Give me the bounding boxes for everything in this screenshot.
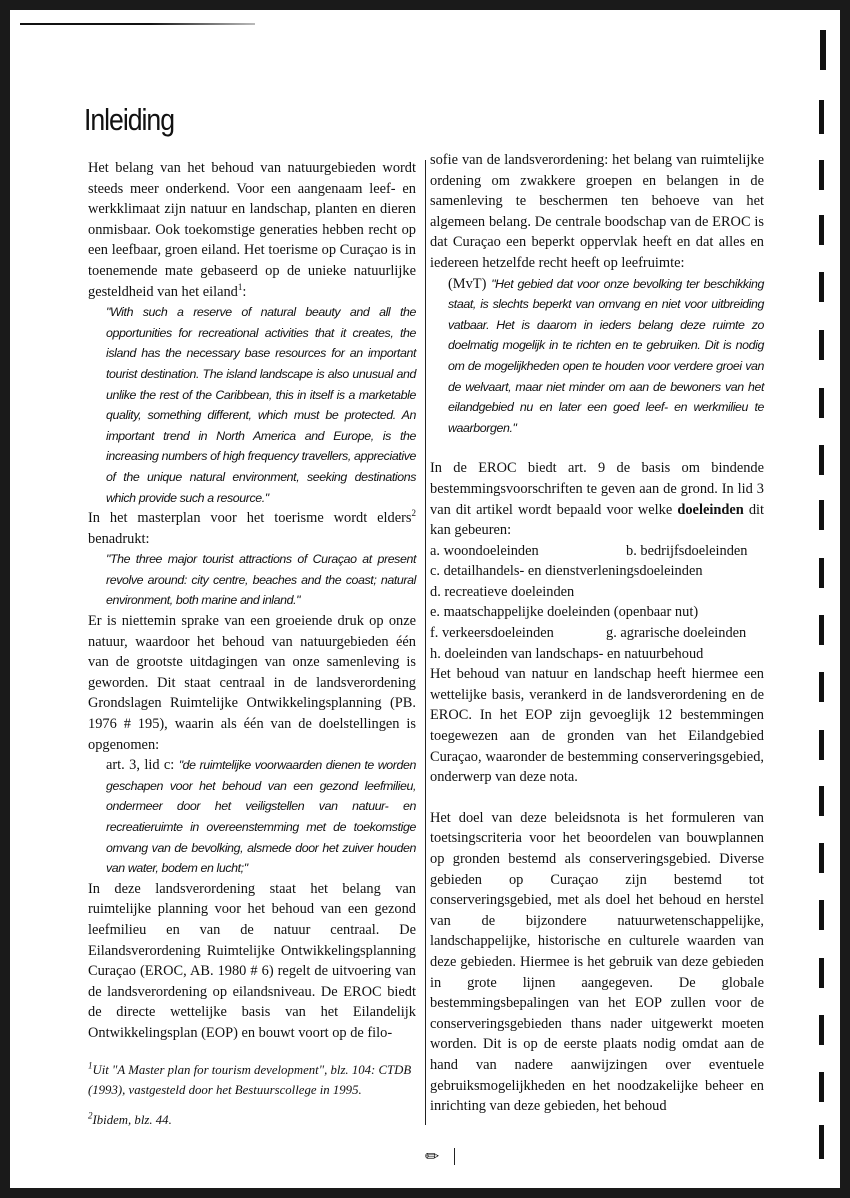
column-divider <box>425 160 426 1125</box>
footnote-2 <box>88 1110 418 1130</box>
left-column <box>88 158 416 1044</box>
pencil-icon: ✏ <box>425 1147 440 1167</box>
binding-mark <box>819 958 824 988</box>
page-title: Inleiding <box>84 102 175 137</box>
binding-mark <box>819 500 824 530</box>
binding-mark <box>819 843 824 873</box>
list-item-d: d. recreatieve doeleinden <box>430 583 575 600</box>
binding-mark <box>819 445 824 475</box>
tourism-quote: "With such a reserve of natural beauty and all the opportunities for recreational activities that it creates, the island has the necessary base resources for an important tourist destination. The island landscape is also unusual and unlike the rest of the Caribbean, this in itself is a marketable quality, something different, which must be protected. An important trend in North America and Europe, is the increasing numbers of high frequency travellers, appreciative of the unique natural environment, seeking destinations which provide such a resource." <box>106 305 416 505</box>
binding-mark <box>820 30 826 70</box>
eroc-paragraph: In deze landsverordening staat het belang van ruimtelijke planning voor het behoud van een gezond leefmilieu en van de natuur centraal. De Eilandsverordening Ruimtelijke Ontwikkelingsplanning Curaçao (EROC, AB. 1980 # 6) regelt de uitvoering van de landsverordening op eilandsniveau. De EROC biedt de directe wettelijke basis van het Eilandelijk Ontwikkelingsplan (EOP) en bouwt voort op de filo- <box>88 880 416 1041</box>
footnotes <box>88 1060 418 1140</box>
list-item-f: f. verkeersdoeleinden <box>430 625 554 642</box>
article9-text: In de EROC biedt art. 9 de basis om bindende bestemmingsvoorschriften te geven aan de grond. In lid 3 van dit artikel wordt bepaald voor welke <box>430 460 764 518</box>
document-page <box>10 10 840 1188</box>
mvt-quote <box>430 274 764 439</box>
footnote-ref-1: 1 <box>237 281 243 292</box>
purpose-paragraph: Het doel van deze beleidsnota is het formuleren van toetsingscriteria voor het beoordelen van bouwplannen op gronden bestemd als conserveringsgebied. Diverse gebieden op Curaçao zijn bestemd tot conserveringsgebied, met als doel het behoud en herstel van de bijzondere natuurwetenschappelijke, landschappelijke, historische en culturele waarden van deze gebieden. Hiermee is het gebruik van deze gebieden in grote lijnen aangegeven. De globale bestemmingsbepalingen van het EOP zullen voor de conserveringsgebieden thans nader uitgewerkt moeten worden. Dit is op de eerste plaats nodig omdat aan de hand van nadere aanwijzingen over eventuele gebruiksmogelijkheden en het noodzakelijke beheer en inrichting van deze gebieden, het behoud <box>430 809 764 1115</box>
spacer <box>430 788 764 808</box>
list-item <box>430 541 764 562</box>
footnote-ref-2: 2 <box>411 508 416 519</box>
article9-paragraph <box>430 458 764 540</box>
pressure-paragraph: Er is niettemin sprake van een groeiende druk op onze natuur, waardoor het behoud van natuurgebieden één van de grootste uitdagingen van onze samenleving is geworden. Dit staat centraal in de landsverordening Grondslagen Ruimtelijke Ontwikkelingsplanning (PB. 1976 # 195), waarin als één van de doelstellingen is opgenomen: <box>88 613 416 753</box>
binding-mark <box>819 215 824 245</box>
doeleinden-emphasis: doeleinden <box>677 501 744 518</box>
purposes-list <box>430 541 764 665</box>
article-text: "de ruimtelijke voorwaarden dienen te worden geschapen voor het behoud van een gezond leefmilieu, ondermeer door het veiligstellen van natuur- en recreatieruimte in overeenstemming met de toekomstige omvang van de bevolking, alsmede door het zuiver houden van water, bodem en lucht;" <box>106 758 416 876</box>
footnote-1 <box>88 1060 418 1100</box>
binding-mark <box>819 786 824 816</box>
list-item-b: b. bedrijfsdoeleinden <box>626 542 748 559</box>
spacer <box>430 438 764 458</box>
top-rule <box>20 23 255 25</box>
binding-mark <box>819 160 824 190</box>
masterplan-paragraph <box>88 508 416 549</box>
binding-mark <box>819 330 824 360</box>
article-label: art. 3, lid c: <box>106 757 179 774</box>
list-item-c: c. detailhandels- en dienstverleningsdoeleinden <box>430 563 703 580</box>
mvt-text: "Het gebied dat voor onze bevolking ter beschikking staat, is slechts beperkt van omvang en niet voor uitbreiding vatbaar. Het is daarom in ieders belang deze ruimte zo doelmatig mogelijk in te richten en te gebruiken. Dit is nodig om de mogelijkheden open te houden voor verdere groei van de welvaart, maar niet minder om aan de bewoners van het eilandgebied nu en later een goed leef- en werkmilieu te waarborgen." <box>448 276 765 435</box>
intro-text-end: : <box>242 283 247 300</box>
binding-mark <box>819 100 824 134</box>
list-item-a: a. woondoeleinden <box>430 542 539 559</box>
binding-mark <box>819 1125 824 1159</box>
binding-mark <box>819 730 824 760</box>
binding-mark <box>819 1015 824 1045</box>
binding-mark <box>819 672 824 702</box>
footnote-2-text: Ibidem, blz. 44. <box>92 1113 172 1127</box>
list-item <box>430 623 764 644</box>
list-item-g: g. agrarische doeleinden <box>606 625 747 642</box>
footnote-2-number: 2 <box>88 1110 93 1121</box>
binding-mark <box>819 1072 824 1102</box>
binding-mark <box>819 272 824 302</box>
masterplan-text-end: benadrukt: <box>88 530 150 547</box>
list-item-h: h. doeleinden van landschaps- en natuurbehoud <box>430 645 704 662</box>
article9-text-end: dit kan gebeuren: <box>430 501 765 539</box>
footnote-1-number: 1 <box>88 1060 93 1071</box>
intro-text: Het belang van het behoud van natuurgebieden wordt steeds meer onderkend. Voor een aangenaam leef- en werkklimaat zijn natuur en landschap, planten en dieren onmisbaar. Ook toekomstige generaties hebben recht op een leefbaar, groen eiland. Het toerisme op Curaçao is in toenemende mate gebaseerd op de unieke natuurlijke gesteldheid van het eiland <box>88 160 416 300</box>
page-marker-bar <box>454 1148 455 1165</box>
article-quote <box>88 755 416 879</box>
right-column <box>430 150 764 1117</box>
attractions-quote: "The three major tourist attractions of Curaçao at present revolve around: city centre, beaches and the coast; natural environment, both marine and inland." <box>106 552 416 608</box>
binding-mark <box>819 558 824 588</box>
footnote-1-text: Uit "A Master plan for tourism development", blz. 104: CTDB (1993), vastgesteld door het Bestuurscollege in 1995. <box>88 1063 412 1097</box>
mvt-label: (MvT) <box>448 275 492 292</box>
masterplan-text: In het masterplan voor het toerisme wordt elders <box>88 510 412 527</box>
binding-mark <box>819 615 824 645</box>
legal-basis-paragraph: Het behoud van natuur en landschap heeft hiermee een wettelijke basis, verankerd in de landsverordening en de EROC. In het EOP zijn gevoeglijk 12 bestemmingen toegewezen aan de gronden van het Eilandgebied Curaçao, waaronder de bestemming conserveringsgebied, onderwerp van deze nota. <box>430 666 764 786</box>
list-item-e: e. maatschappelijke doeleinden (openbaar nut) <box>430 604 699 621</box>
binding-mark <box>819 388 824 418</box>
intro-paragraph <box>88 158 416 302</box>
binding-mark <box>819 900 824 930</box>
philosophy-paragraph: sofie van de landsverordening: het belang van ruimtelijke ordening om zwakkere groepen en belangen in de samenleving te beschermen ten behoeve van het algemeen belang. De centrale boodschap van de EROC is dat Curaçao een beperkt oppervlak heeft en dat alles en iedereen hetzelfde recht heeft op leefruimte: <box>430 152 764 271</box>
